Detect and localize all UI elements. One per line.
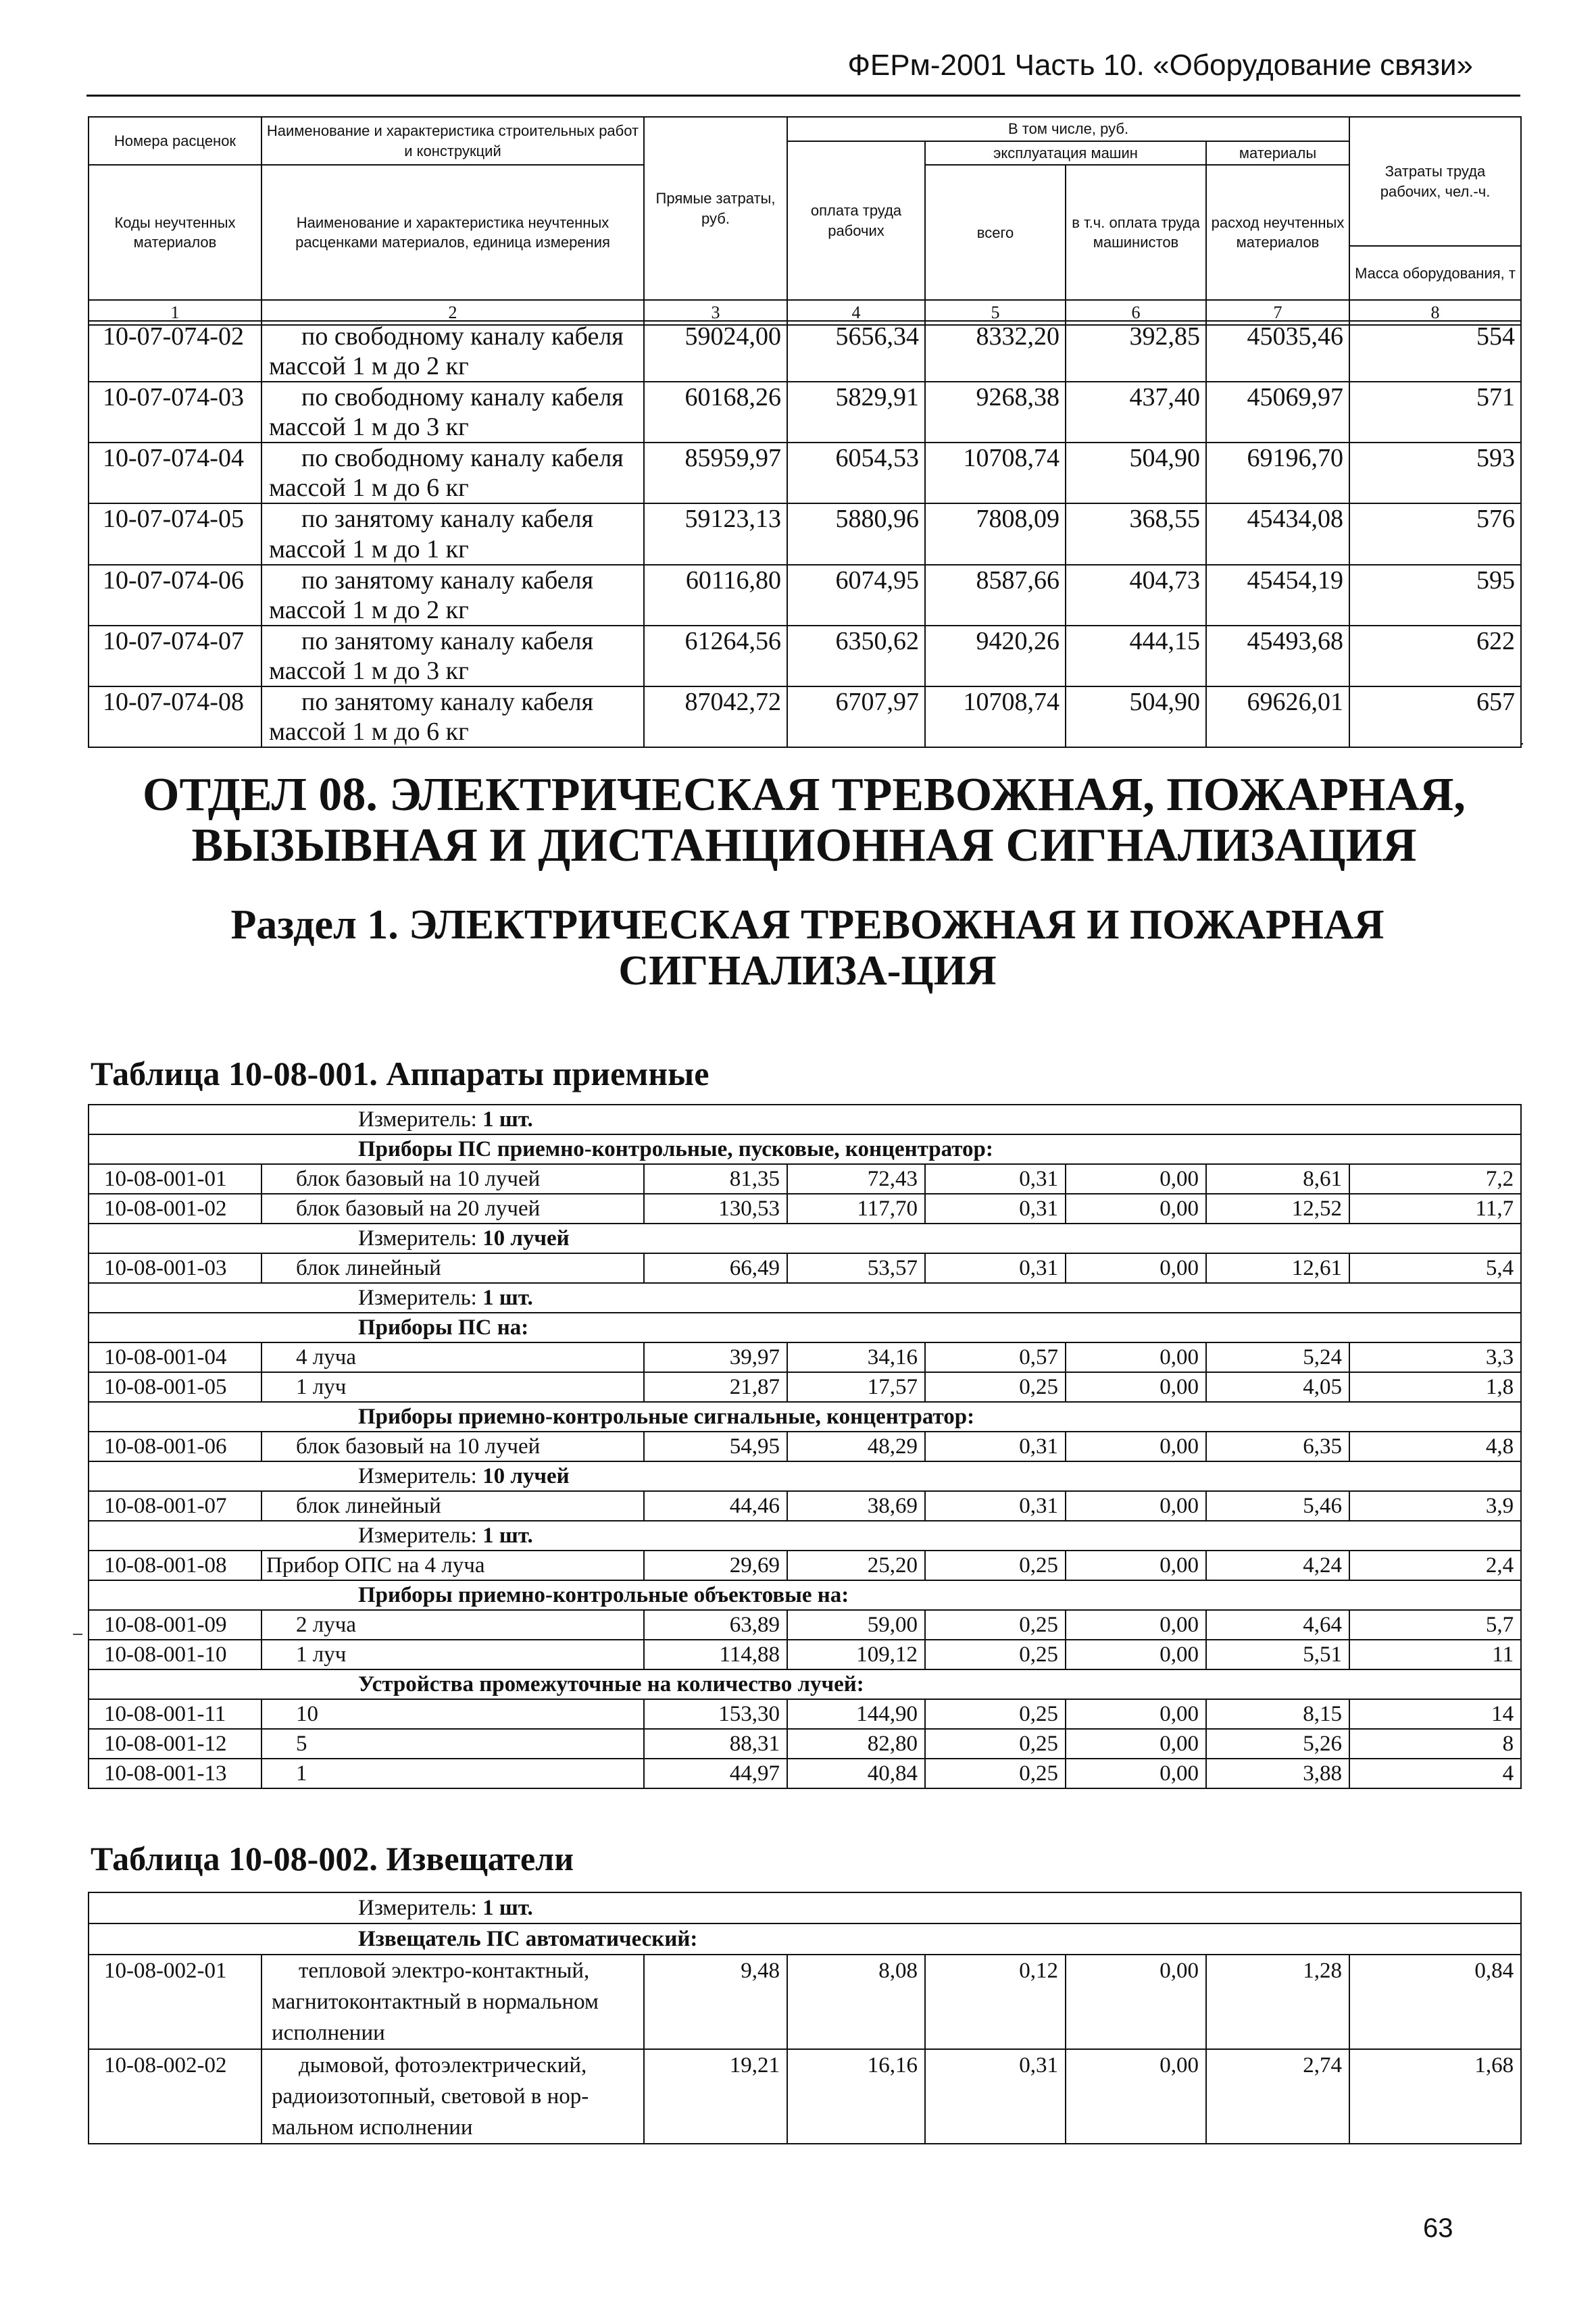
subheader-text bbox=[89, 1892, 1521, 1923]
value-c5: 0,31 bbox=[925, 1164, 1066, 1194]
work-name bbox=[261, 443, 644, 503]
work-name-line: мальном исполнении bbox=[272, 2115, 473, 2140]
value-c3: 63,89 bbox=[644, 1610, 787, 1640]
value-c4: 40,84 bbox=[787, 1759, 925, 1788]
subheader-text bbox=[89, 1402, 1521, 1432]
value-machines: 10708,74 bbox=[925, 686, 1066, 747]
value-c4: 34,16 bbox=[787, 1342, 925, 1372]
value-c3: 81,35 bbox=[644, 1164, 787, 1194]
work-name-line: массой 1 м до 3 кг bbox=[269, 413, 469, 442]
table-row bbox=[89, 1729, 1521, 1759]
work-name bbox=[261, 626, 644, 686]
col-machines-total: всего bbox=[925, 165, 1066, 300]
rate-code: 10-07-074-07 bbox=[89, 626, 261, 686]
value-c3: 9,48 bbox=[644, 1955, 787, 2049]
value-direct: 59123,13 bbox=[644, 503, 787, 564]
value-labor: 6350,62 bbox=[787, 626, 925, 686]
subheader-bold: 1 шт. bbox=[482, 1286, 533, 1310]
margin-mark bbox=[73, 1634, 82, 1635]
value-c6: 0,00 bbox=[1066, 1491, 1206, 1521]
value-c6: 0,00 bbox=[1066, 1253, 1206, 1283]
value-c8: 7,2 bbox=[1349, 1164, 1521, 1194]
value-materials: 45454,19 bbox=[1206, 565, 1349, 626]
value-c4: 8,08 bbox=[787, 1955, 925, 2049]
table-row bbox=[89, 626, 1521, 686]
table-row bbox=[89, 1194, 1521, 1224]
work-name: 1 луч bbox=[261, 1640, 644, 1669]
value-labor: 6074,95 bbox=[787, 565, 925, 626]
value-direct: 61264,56 bbox=[644, 626, 787, 686]
value-hours: 576 bbox=[1349, 503, 1521, 564]
frame-line bbox=[88, 743, 1523, 745]
subheader-row bbox=[89, 1105, 1521, 1134]
work-name bbox=[261, 686, 644, 747]
value-c7: 4,24 bbox=[1206, 1551, 1349, 1580]
col-hours: Затраты труда рабочих, чел.-ч. bbox=[1349, 117, 1521, 246]
value-c5: 0,25 bbox=[925, 1551, 1066, 1580]
otdel-title: ОТДЕЛ 08. ЭЛЕКТРИЧЕСКАЯ ТРЕВОЖНАЯ, ПОЖАРНАЯ, ВЫЗЫВНАЯ И ДИСТАНЦИОННАЯ СИГНАЛИЗАЦИЯ bbox=[143, 769, 1466, 872]
rate-code: 10-08-001-01 bbox=[89, 1164, 261, 1194]
value-c6: 0,00 bbox=[1066, 1610, 1206, 1640]
work-name bbox=[261, 382, 644, 443]
subheader-row bbox=[89, 1461, 1521, 1491]
value-machinists: 504,90 bbox=[1066, 686, 1206, 747]
value-c4: 72,43 bbox=[787, 1164, 925, 1194]
value-c7: 5,46 bbox=[1206, 1491, 1349, 1521]
col-machinists: в т.ч. оплата труда машинистов bbox=[1066, 165, 1206, 300]
subheader-text bbox=[89, 1313, 1521, 1342]
subheader-row bbox=[89, 1313, 1521, 1342]
value-machinists: 368,55 bbox=[1066, 503, 1206, 564]
value-c5: 0,12 bbox=[925, 1955, 1066, 2049]
value-direct: 87042,72 bbox=[644, 686, 787, 747]
value-machines: 8587,66 bbox=[925, 565, 1066, 626]
col-name-top: Наименование и характеристика строительных работ и конструкций bbox=[261, 117, 644, 165]
work-name: блок базовый на 20 лучей bbox=[261, 1194, 644, 1224]
subheader-row bbox=[89, 1134, 1521, 1164]
col-mass: Масса оборудования, т bbox=[1349, 246, 1521, 300]
value-c3: 19,21 bbox=[644, 2049, 787, 2144]
work-name-line: по занятому каналу кабеля bbox=[301, 505, 594, 534]
subheader-row bbox=[89, 1923, 1521, 1955]
work-name-line: дымовой, фотоэлектрический, bbox=[299, 2053, 587, 2078]
value-c7: 5,51 bbox=[1206, 1640, 1349, 1669]
value-machinists: 444,15 bbox=[1066, 626, 1206, 686]
work-name-line: тепловой электро-контактный, bbox=[299, 1959, 590, 1983]
subheader-text bbox=[89, 1521, 1521, 1551]
value-c6: 0,00 bbox=[1066, 1164, 1206, 1194]
work-name: блок линейный bbox=[261, 1253, 644, 1283]
value-c4: 17,57 bbox=[787, 1372, 925, 1402]
work-name-line: по свободному каналу кабеля bbox=[301, 383, 624, 412]
table-row bbox=[89, 565, 1521, 626]
rate-code: 10-08-001-03 bbox=[89, 1253, 261, 1283]
table2 bbox=[88, 1892, 1522, 2144]
value-machinists: 437,40 bbox=[1066, 382, 1206, 443]
value-c7: 8,15 bbox=[1206, 1699, 1349, 1729]
subheader-bold: Приборы приемно-контрольные сигнальные, концентратор: bbox=[358, 1405, 975, 1429]
value-c7: 12,52 bbox=[1206, 1194, 1349, 1224]
col-direct: Прямые затраты, руб. bbox=[644, 117, 787, 300]
work-name-line: массой 1 м до 2 кг bbox=[269, 595, 469, 624]
value-materials: 69626,01 bbox=[1206, 686, 1349, 747]
value-machines: 9268,38 bbox=[925, 382, 1066, 443]
value-c3: 66,49 bbox=[644, 1253, 787, 1283]
subheader-text bbox=[89, 1461, 1521, 1491]
table-row bbox=[89, 382, 1521, 443]
work-name-line: исполнении bbox=[272, 2021, 385, 2045]
subheader-prefix: Измеритель: bbox=[358, 1107, 483, 1132]
col-labor: оплата труда рабочих bbox=[787, 141, 925, 301]
work-name bbox=[261, 2049, 644, 2144]
value-c8: 3,3 bbox=[1349, 1342, 1521, 1372]
subheader-prefix: Измеритель: bbox=[358, 1464, 483, 1488]
work-name: 5 bbox=[261, 1729, 644, 1759]
value-c3: 54,95 bbox=[644, 1432, 787, 1461]
col-code-bottom: Коды неучтенных материалов bbox=[89, 165, 261, 300]
value-machinists: 404,73 bbox=[1066, 565, 1206, 626]
table-row bbox=[89, 1759, 1521, 1788]
work-name: 4 луча bbox=[261, 1342, 644, 1372]
value-c7: 5,24 bbox=[1206, 1342, 1349, 1372]
razdel-title: Раздел 1. ЭЛЕКТРИЧЕСКАЯ ТРЕВОЖНАЯ И ПОЖАРНАЯ СИГНАЛИЗА-ЦИЯ bbox=[230, 902, 1385, 995]
work-name-line: массой 1 м до 6 кг bbox=[269, 718, 469, 747]
value-machinists: 504,90 bbox=[1066, 443, 1206, 503]
table-row bbox=[89, 1955, 1521, 2049]
value-c7: 4,05 bbox=[1206, 1372, 1349, 1402]
value-hours: 571 bbox=[1349, 382, 1521, 443]
value-c4: 16,16 bbox=[787, 2049, 925, 2144]
subheader-row bbox=[89, 1402, 1521, 1432]
value-labor: 6054,53 bbox=[787, 443, 925, 503]
value-c6: 0,00 bbox=[1066, 1551, 1206, 1580]
table-row bbox=[89, 686, 1521, 747]
value-hours: 554 bbox=[1349, 321, 1521, 382]
value-materials: 45069,97 bbox=[1206, 382, 1349, 443]
value-c3: 153,30 bbox=[644, 1699, 787, 1729]
value-c4: 59,00 bbox=[787, 1610, 925, 1640]
subheader-prefix: Измеритель: bbox=[358, 1286, 483, 1310]
value-c5: 0,25 bbox=[925, 1640, 1066, 1669]
value-c5: 0,25 bbox=[925, 1729, 1066, 1759]
value-c7: 12,61 bbox=[1206, 1253, 1349, 1283]
value-direct: 60116,80 bbox=[644, 565, 787, 626]
value-c4: 82,80 bbox=[787, 1729, 925, 1759]
table-row bbox=[89, 1699, 1521, 1729]
table-row bbox=[89, 1610, 1521, 1640]
value-c7: 2,74 bbox=[1206, 2049, 1349, 2144]
col-machines: эксплуатация машин bbox=[925, 141, 1206, 166]
col-name-bottom: Наименование и характеристика неучтенных расценками материалов, единица измерения bbox=[261, 165, 644, 300]
value-c6: 0,00 bbox=[1066, 1729, 1206, 1759]
value-direct: 59024,00 bbox=[644, 321, 787, 382]
subheader-text bbox=[89, 1134, 1521, 1164]
value-hours: 593 bbox=[1349, 443, 1521, 503]
subheader-text bbox=[89, 1923, 1521, 1955]
rate-code: 10-07-074-02 bbox=[89, 321, 261, 382]
col-number: 4 bbox=[787, 300, 925, 325]
subheader-bold: Приборы ПС на: bbox=[358, 1315, 529, 1340]
value-c5: 0,25 bbox=[925, 1610, 1066, 1640]
value-c8: 1,8 bbox=[1349, 1372, 1521, 1402]
table-row bbox=[89, 1372, 1521, 1402]
value-c8: 4 bbox=[1349, 1759, 1521, 1788]
header-rule bbox=[86, 95, 1520, 97]
value-c6: 0,00 bbox=[1066, 1432, 1206, 1461]
value-c7: 6,35 bbox=[1206, 1432, 1349, 1461]
value-hours: 657 bbox=[1349, 686, 1521, 747]
value-c4: 117,70 bbox=[787, 1194, 925, 1224]
table-row bbox=[89, 1551, 1521, 1580]
subheader-bold: 10 лучей bbox=[482, 1226, 570, 1251]
table1-title: Таблица 10-08-001. Аппараты приемные bbox=[91, 1055, 709, 1092]
value-c4: 38,69 bbox=[787, 1491, 925, 1521]
work-name bbox=[261, 1955, 644, 2049]
work-name bbox=[261, 321, 644, 382]
table-row bbox=[89, 2049, 1521, 2144]
value-c5: 0,57 bbox=[925, 1342, 1066, 1372]
section07-table bbox=[88, 320, 1522, 748]
col-number: 5 bbox=[925, 300, 1066, 325]
rate-code: 10-08-001-08 bbox=[89, 1551, 261, 1580]
subheader-bold: Извещатель ПС автоматический: bbox=[358, 1927, 698, 1951]
value-c3: 21,87 bbox=[644, 1372, 787, 1402]
work-name-line: массой 1 м до 2 кг bbox=[269, 352, 469, 381]
value-labor: 5880,96 bbox=[787, 503, 925, 564]
subheader-prefix: Измеритель: bbox=[358, 1896, 483, 1920]
value-machinists: 392,85 bbox=[1066, 321, 1206, 382]
subheader-text bbox=[89, 1105, 1521, 1134]
work-name: 10 bbox=[261, 1699, 644, 1729]
col-number: 3 bbox=[644, 300, 787, 325]
col-number: 6 bbox=[1066, 300, 1206, 325]
value-c4: 53,57 bbox=[787, 1253, 925, 1283]
value-machines: 10708,74 bbox=[925, 443, 1066, 503]
value-c3: 114,88 bbox=[644, 1640, 787, 1669]
table-row bbox=[89, 1640, 1521, 1669]
col-code-top: Номера расценок bbox=[89, 117, 261, 165]
subheader-row bbox=[89, 1669, 1521, 1699]
col-number: 2 bbox=[261, 300, 644, 325]
rate-code: 10-07-074-08 bbox=[89, 686, 261, 747]
col-number: 8 bbox=[1349, 300, 1521, 325]
value-c8: 11 bbox=[1349, 1640, 1521, 1669]
col-number: 7 bbox=[1206, 300, 1349, 325]
subheader-bold: Приборы ПС приемно-контрольные, пусковые, концентратор: bbox=[358, 1137, 993, 1161]
col-number: 1 bbox=[89, 300, 261, 325]
subheader-bold: 1 шт. bbox=[482, 1107, 533, 1132]
table-row bbox=[89, 321, 1521, 382]
subheader-bold: 1 шт. bbox=[482, 1896, 533, 1920]
rate-code: 10-07-074-05 bbox=[89, 503, 261, 564]
rate-code: 10-08-001-04 bbox=[89, 1342, 261, 1372]
value-machines: 8332,20 bbox=[925, 321, 1066, 382]
work-name-line: по занятому каналу кабеля bbox=[301, 687, 594, 716]
rate-code: 10-08-001-13 bbox=[89, 1759, 261, 1788]
rate-code: 10-07-074-04 bbox=[89, 443, 261, 503]
value-materials: 45035,46 bbox=[1206, 321, 1349, 382]
value-c7: 8,61 bbox=[1206, 1164, 1349, 1194]
value-c7: 1,28 bbox=[1206, 1955, 1349, 2049]
rate-code: 10-08-001-09 bbox=[89, 1610, 261, 1640]
work-name-line: массой 1 м до 6 кг bbox=[269, 474, 469, 503]
value-c5: 0,31 bbox=[925, 2049, 1066, 2144]
work-name-line: радиоизотопный, световой в нор- bbox=[272, 2084, 589, 2109]
value-c7: 3,88 bbox=[1206, 1759, 1349, 1788]
work-name-line: массой 1 м до 1 кг bbox=[269, 534, 469, 563]
work-name-line: по занятому каналу кабеля bbox=[301, 565, 594, 595]
value-materials: 69196,70 bbox=[1206, 443, 1349, 503]
value-c6: 0,00 bbox=[1066, 1372, 1206, 1402]
rate-code: 10-08-001-05 bbox=[89, 1372, 261, 1402]
rate-code: 10-07-074-03 bbox=[89, 382, 261, 443]
value-labor: 5829,91 bbox=[787, 382, 925, 443]
value-c3: 88,31 bbox=[644, 1729, 787, 1759]
value-c8: 5,7 bbox=[1349, 1610, 1521, 1640]
work-name: 2 луча bbox=[261, 1610, 644, 1640]
value-c6: 0,00 bbox=[1066, 1342, 1206, 1372]
value-direct: 85959,97 bbox=[644, 443, 787, 503]
value-c6: 0,00 bbox=[1066, 2049, 1206, 2144]
value-labor: 5656,34 bbox=[787, 321, 925, 382]
running-header: ФЕРм-2001 Часть 10. «Оборудование связи» bbox=[847, 49, 1473, 82]
work-name-line: по свободному каналу кабеля bbox=[301, 322, 624, 351]
value-c8: 14 bbox=[1349, 1699, 1521, 1729]
table-row bbox=[89, 1432, 1521, 1461]
rate-code: 10-08-001-12 bbox=[89, 1729, 261, 1759]
subheader-row bbox=[89, 1892, 1521, 1923]
work-name: блок линейный bbox=[261, 1491, 644, 1521]
value-c5: 0,31 bbox=[925, 1432, 1066, 1461]
value-c8: 8 bbox=[1349, 1729, 1521, 1759]
subheader-bold: Устройства промежуточные на количество лучей: bbox=[358, 1672, 864, 1696]
subheader-row bbox=[89, 1283, 1521, 1313]
subheader-prefix: Измеритель: bbox=[358, 1524, 483, 1548]
col-including: В том числе, руб. bbox=[787, 117, 1349, 141]
work-name-line: массой 1 м до 3 кг bbox=[269, 656, 469, 685]
col-materials-sub: расход неучтенных материалов bbox=[1206, 165, 1349, 300]
table-row bbox=[89, 443, 1521, 503]
value-c6: 0,00 bbox=[1066, 1759, 1206, 1788]
subheader-bold: Приборы приемно-контрольные объектовые на: bbox=[358, 1583, 849, 1607]
work-name: Прибор ОПС на 4 луча bbox=[261, 1551, 644, 1580]
subheader-bold: 1 шт. bbox=[482, 1524, 533, 1548]
subheader-text bbox=[89, 1580, 1521, 1610]
value-c3: 130,53 bbox=[644, 1194, 787, 1224]
value-c8: 1,68 bbox=[1349, 2049, 1521, 2144]
subheader-prefix: Измеритель: bbox=[358, 1226, 483, 1251]
value-direct: 60168,26 bbox=[644, 382, 787, 443]
subheader-row bbox=[89, 1224, 1521, 1253]
value-c5: 0,25 bbox=[925, 1699, 1066, 1729]
col-materials: материалы bbox=[1206, 141, 1349, 166]
column-header-table bbox=[88, 116, 1522, 326]
rate-code: 10-08-002-02 bbox=[89, 2049, 261, 2144]
value-c4: 48,29 bbox=[787, 1432, 925, 1461]
work-name bbox=[261, 565, 644, 626]
value-materials: 45434,08 bbox=[1206, 503, 1349, 564]
value-c3: 44,97 bbox=[644, 1759, 787, 1788]
value-c8: 3,9 bbox=[1349, 1491, 1521, 1521]
rate-code: 10-08-001-10 bbox=[89, 1640, 261, 1669]
rate-code: 10-08-001-06 bbox=[89, 1432, 261, 1461]
subheader-row bbox=[89, 1580, 1521, 1610]
work-name: 1 bbox=[261, 1759, 644, 1788]
value-c8: 0,84 bbox=[1349, 1955, 1521, 2049]
value-c4: 109,12 bbox=[787, 1640, 925, 1669]
subheader-text bbox=[89, 1224, 1521, 1253]
value-hours: 622 bbox=[1349, 626, 1521, 686]
page-number: 63 bbox=[1423, 2213, 1453, 2243]
work-name: блок базовый на 10 лучей bbox=[261, 1164, 644, 1194]
value-c8: 11,7 bbox=[1349, 1194, 1521, 1224]
work-name: блок базовый на 10 лучей bbox=[261, 1432, 644, 1461]
value-machines: 7808,09 bbox=[925, 503, 1066, 564]
value-c4: 25,20 bbox=[787, 1551, 925, 1580]
value-c4: 144,90 bbox=[787, 1699, 925, 1729]
value-c7: 4,64 bbox=[1206, 1610, 1349, 1640]
value-c5: 0,25 bbox=[925, 1759, 1066, 1788]
rate-code: 10-08-002-01 bbox=[89, 1955, 261, 2049]
work-name-line: по занятому каналу кабеля bbox=[301, 626, 594, 655]
rate-code: 10-07-074-06 bbox=[89, 565, 261, 626]
value-c8: 2,4 bbox=[1349, 1551, 1521, 1580]
table-row bbox=[89, 1342, 1521, 1372]
subheader-bold: 10 лучей bbox=[482, 1464, 570, 1488]
value-c5: 0,31 bbox=[925, 1491, 1066, 1521]
work-name-line: магнитоконтактный в нормальном bbox=[272, 1990, 599, 2014]
value-c8: 4,8 bbox=[1349, 1432, 1521, 1461]
value-machines: 9420,26 bbox=[925, 626, 1066, 686]
subheader-row bbox=[89, 1521, 1521, 1551]
work-name: 1 луч bbox=[261, 1372, 644, 1402]
value-c3: 39,97 bbox=[644, 1342, 787, 1372]
value-c5: 0,31 bbox=[925, 1253, 1066, 1283]
rate-code: 10-08-001-11 bbox=[89, 1699, 261, 1729]
value-labor: 6707,97 bbox=[787, 686, 925, 747]
rate-code: 10-08-001-02 bbox=[89, 1194, 261, 1224]
rate-code: 10-08-001-07 bbox=[89, 1491, 261, 1521]
table-row bbox=[89, 1164, 1521, 1194]
value-c6: 0,00 bbox=[1066, 1955, 1206, 2049]
value-c5: 0,25 bbox=[925, 1372, 1066, 1402]
value-c7: 5,26 bbox=[1206, 1729, 1349, 1759]
table1 bbox=[88, 1104, 1522, 1789]
value-c6: 0,00 bbox=[1066, 1640, 1206, 1669]
table-row bbox=[89, 1491, 1521, 1521]
work-name-line: по свободному каналу кабеля bbox=[301, 444, 624, 473]
value-c3: 44,46 bbox=[644, 1491, 787, 1521]
table2-title: Таблица 10-08-002. Извещатели bbox=[91, 1840, 574, 1878]
subheader-text bbox=[89, 1669, 1521, 1699]
subheader-text bbox=[89, 1283, 1521, 1313]
value-c8: 5,4 bbox=[1349, 1253, 1521, 1283]
table-row bbox=[89, 503, 1521, 564]
value-c6: 0,00 bbox=[1066, 1194, 1206, 1224]
value-c3: 29,69 bbox=[644, 1551, 787, 1580]
value-hours: 595 bbox=[1349, 565, 1521, 626]
work-name bbox=[261, 503, 644, 564]
value-c5: 0,31 bbox=[925, 1194, 1066, 1224]
value-materials: 45493,68 bbox=[1206, 626, 1349, 686]
table-row bbox=[89, 1253, 1521, 1283]
value-c6: 0,00 bbox=[1066, 1699, 1206, 1729]
